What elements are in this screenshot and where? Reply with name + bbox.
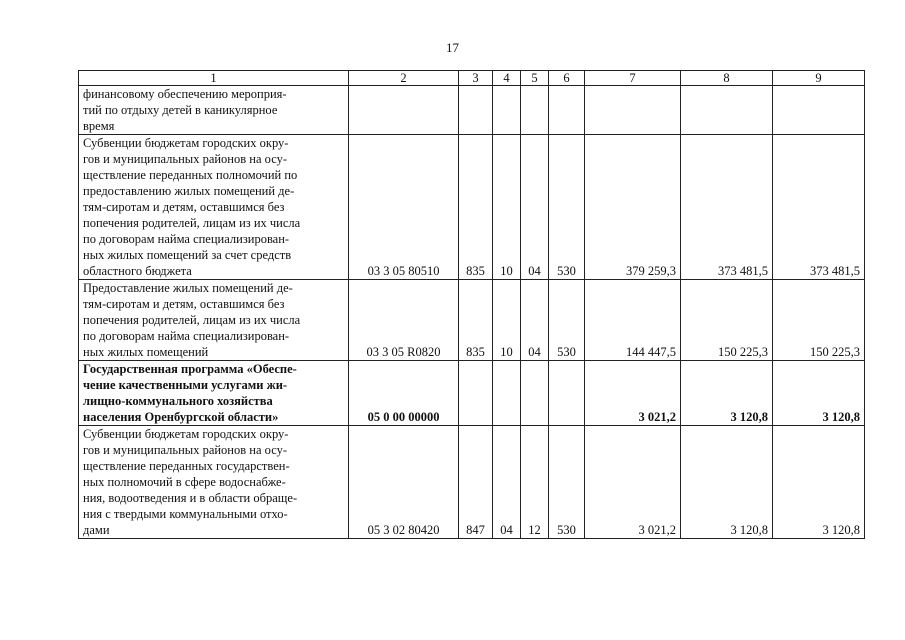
column-6-cell: 530 [549, 280, 585, 361]
row-name-cell [79, 86, 349, 135]
code-cell: 03 3 05 R0820 [349, 280, 459, 361]
row-name-line: чение качественными услугами жи- [83, 378, 288, 392]
column-6-cell [549, 361, 585, 426]
row-name-cell [79, 135, 349, 280]
row-name-line: лищно-коммунального хозяйства [83, 394, 273, 408]
row-name-line: финансовому обеспечению мероприя- [83, 87, 287, 101]
row-name-line: тям-сиротам и детям, оставшимся без [83, 200, 285, 214]
amount-col-9-cell: 373 481,5 [773, 135, 865, 280]
code-cell: 05 0 00 00000 [349, 361, 459, 426]
row-name-line: ществление переданных государствен- [83, 459, 290, 473]
row-name-line: ществление переданных полномочий по [83, 168, 298, 182]
amount-col-8-cell: 150 225,3 [681, 280, 773, 361]
column-6-cell: 530 [549, 135, 585, 280]
column-header: 7 [585, 71, 681, 86]
amount-col-7-cell: 3 021,2 [585, 361, 681, 426]
amount-col-9-cell [773, 86, 865, 135]
row-name-line: предоставлению жилых помещений де- [83, 184, 295, 198]
row-name-line: по договорам найма специализирован- [83, 329, 290, 343]
column-6-cell: 530 [549, 426, 585, 539]
column-5-cell [521, 361, 549, 426]
column-3-cell: 835 [459, 280, 493, 361]
row-name-line: областного бюджета [83, 264, 192, 278]
amount-col-9-cell: 3 120,8 [773, 361, 865, 426]
row-name-line: Субвенции бюджетам городских окру- [83, 136, 289, 150]
row-name-line: Предоставление жилых помещений де- [83, 281, 293, 295]
column-5-cell [521, 86, 549, 135]
amount-col-8-cell: 3 120,8 [681, 426, 773, 539]
table-row [79, 280, 865, 361]
table-row [79, 426, 865, 539]
column-4-cell [493, 361, 521, 426]
row-name-line: ных жилых помещений за счет средств [83, 248, 292, 262]
table-row [79, 361, 865, 426]
column-header: 5 [521, 71, 549, 86]
column-header: 3 [459, 71, 493, 86]
amount-col-8-cell: 3 120,8 [681, 361, 773, 426]
column-4-cell [493, 86, 521, 135]
column-header: 2 [349, 71, 459, 86]
row-name-line: ных жилых помещений [83, 345, 209, 359]
row-name-line: Государственная программа «Обеспе- [83, 362, 297, 376]
page-number: 17 [446, 40, 459, 55]
amount-col-8-cell: 373 481,5 [681, 135, 773, 280]
budget-table [78, 70, 865, 539]
row-name-line: тий по отдыху детей в каникулярное [83, 103, 278, 117]
row-name-line: гов и муниципальных районов на осу- [83, 443, 287, 457]
amount-col-7-cell: 3 021,2 [585, 426, 681, 539]
row-name-cell [79, 280, 349, 361]
table-row [79, 135, 865, 280]
code-cell: 05 3 02 80420 [349, 426, 459, 539]
table-row [79, 86, 865, 135]
row-name-line: Субвенции бюджетам городских окру- [83, 427, 289, 441]
column-5-cell: 12 [521, 426, 549, 539]
column-4-cell: 04 [493, 426, 521, 539]
amount-col-8-cell [681, 86, 773, 135]
column-6-cell [549, 86, 585, 135]
column-header: 1 [79, 71, 349, 86]
code-cell [349, 86, 459, 135]
column-4-cell: 10 [493, 280, 521, 361]
row-name-line: тям-сиротам и детям, оставшимся без [83, 297, 285, 311]
row-name-line: населения Оренбургской области» [83, 410, 279, 424]
row-name-line: ния, водоотведения и в области обраще- [83, 491, 298, 505]
column-header: 6 [549, 71, 585, 86]
amount-col-7-cell: 379 259,3 [585, 135, 681, 280]
code-cell: 03 3 05 80510 [349, 135, 459, 280]
row-name-line: попечения родителей, лицам из их числа [83, 313, 301, 327]
amount-col-7-cell [585, 86, 681, 135]
column-3-cell [459, 86, 493, 135]
row-name-line: ния с твердыми коммунальными отхо- [83, 507, 288, 521]
column-3-cell: 835 [459, 135, 493, 280]
row-name-cell [79, 426, 349, 539]
column-header: 8 [681, 71, 773, 86]
row-name-line: по договорам найма специализирован- [83, 232, 290, 246]
column-3-cell: 847 [459, 426, 493, 539]
header-row [79, 71, 865, 86]
column-4-cell: 10 [493, 135, 521, 280]
row-name-line: время [83, 119, 115, 133]
row-name-line: попечения родителей, лицам из их числа [83, 216, 301, 230]
row-name-line: гов и муниципальных районов на осу- [83, 152, 287, 166]
column-3-cell [459, 361, 493, 426]
column-header: 4 [493, 71, 521, 86]
column-5-cell: 04 [521, 280, 549, 361]
amount-col-7-cell: 144 447,5 [585, 280, 681, 361]
row-name-cell [79, 361, 349, 426]
row-name-line: дами [83, 523, 110, 537]
column-header: 9 [773, 71, 865, 86]
amount-col-9-cell: 3 120,8 [773, 426, 865, 539]
column-5-cell: 04 [521, 135, 549, 280]
amount-col-9-cell: 150 225,3 [773, 280, 865, 361]
row-name-line: ных полномочий в сфере водоснабже- [83, 475, 286, 489]
